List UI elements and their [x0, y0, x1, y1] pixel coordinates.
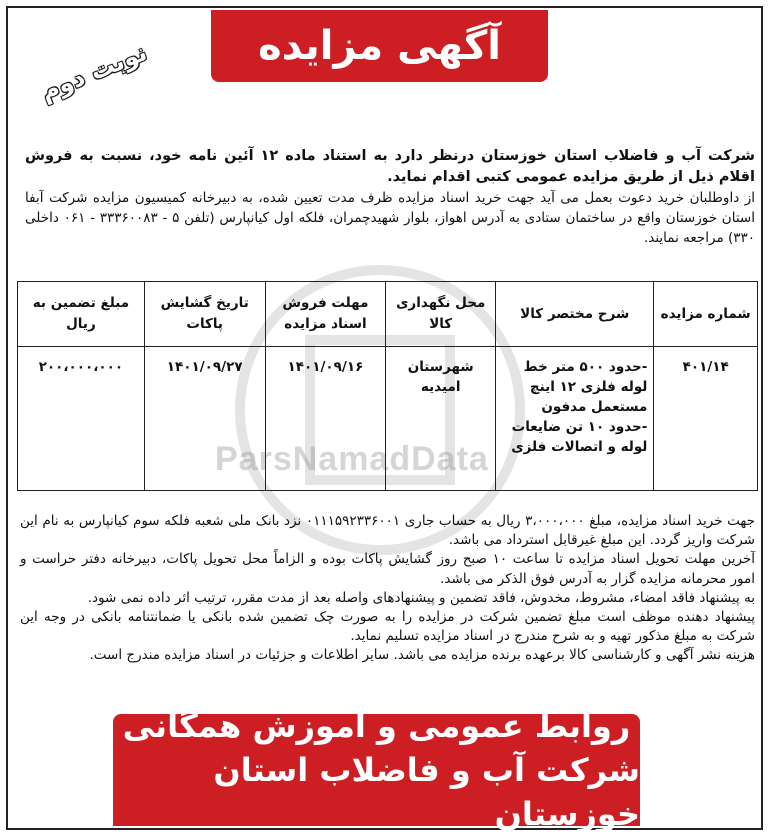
- cell-auction-number: ۴۰۱/۱۴: [654, 347, 758, 491]
- condition-paragraph-2: آخرین مهلت تحویل اسناد مزایده تا ساعت ۱۰ صبح روز گشایش پاکات بوده و الزاماً محل تحویل پاکات، دبیرخانه دفتر حراست و امور محرمانه مزایده گزار به آدرس فوق الذکر می باشد.: [20, 551, 755, 587]
- header-description: شرح مختصر کالا: [496, 282, 654, 347]
- conditions-section: [20, 512, 755, 666]
- condition-paragraph-4: پیشنهاد دهنده موظف است مبلغ تضمین شرکت در مزایده را به صورت چک تضمین شده بانکی یا ضمانتنامه بانکی در وجه این شرکت به مبلغ مذکور تهیه و به شرح مندرج در اسناد مزایده تسلیم نماید.: [20, 609, 755, 645]
- condition-paragraph-3: به پیشنهاد فاقد امضاء، مشروط، مخدوش، فاقد تضمین و پیشنهادهای واصله بعد از مدت مقرر، ترتیب اثر داده نمی شود.: [87, 589, 755, 606]
- header-location: محل نگهداری کالا: [386, 282, 496, 347]
- description-line: لوله و اتصالات فلزی: [511, 439, 648, 455]
- condition-paragraph-1: جهت خرید اسناد مزایده، مبلغ ۳،۰۰۰،۰۰۰ ریال به حساب جاری ۰۱۱۱۵۹۲۳۳۶۰۰۱ نزد بانک ملی شعبه فلکه سوم کیانپارس به نام این شرکت واریز گردد. این مبلغ غیرقابل استرداد می باشد.: [20, 513, 755, 549]
- intro-section: [25, 146, 755, 248]
- condition-paragraph-5: هزینه نشر آگهی و کارشناسی کالا برعهده برنده مزایده می باشد. سایر اطلاعات و جزئیات در اسناد مزایده مندرج است.: [89, 647, 755, 664]
- description-line: مستعمل مدفون: [541, 399, 648, 415]
- cell-location: شهرستان امیدیه: [386, 347, 496, 491]
- header-opening-date: تاریخ گشایش پاکات: [144, 282, 265, 347]
- cell-description: [496, 347, 654, 491]
- intro-paragraph-2: از داوطلبان خرید دعوت بعمل می آید جهت خرید اسناد مزایده ظرف مدت تعیین شده، به دبیرخانه کمیسیون مزایده شرکت آبفا استان خوزستان واقع در ساختمان ستادی به آدرس اهواز، بلوار شهیدچمران، فلکه اول کیانپارس (تلفن ۵ - ۳۳۳۶۰۰۸۳ - ۰۶۱ داخلی ۳۳۰) مراجعه نمایند.: [25, 190, 755, 246]
- header-guarantee: مبلغ تضمین به ریال: [18, 282, 145, 347]
- watermark-text: ParsNamadData: [215, 440, 489, 478]
- auction-table: [17, 281, 758, 491]
- second-round-badge: نوبت دوم: [36, 38, 151, 106]
- description-line: -حدود ۱۰ تن ضایعات: [511, 419, 648, 435]
- table-row: [18, 347, 758, 491]
- publisher-banner: [113, 707, 640, 833]
- description-line: -حدود ۵۰۰ متر خط: [523, 359, 648, 375]
- notice-title: آگهی مزایده: [211, 10, 548, 82]
- publisher-line-2: شرکت آب و فاضلاب استان خوزستان: [213, 751, 640, 833]
- cell-opening-date: ۱۴۰۱/۰۹/۲۷: [144, 347, 265, 491]
- cell-sale-deadline: ۱۴۰۱/۰۹/۱۶: [265, 347, 386, 491]
- cell-guarantee: ۲۰۰،۰۰۰،۰۰۰: [18, 347, 145, 491]
- intro-paragraph-1: شرکت آب و فاضلاب استان خوزستان درنظر دارد به استناد ماده ۱۲ آئین نامه خود، نسبت به فروش اقلام ذیل از طریق مزایده عمومی کتبی اقدام نماید.: [25, 148, 755, 185]
- table-header-row: [18, 282, 758, 347]
- publisher-line-1: روابط عمومی و آموزش همگانی: [122, 707, 631, 745]
- description-line: لوله فلزی ۱۲ اینچ: [529, 379, 648, 395]
- header-sale-deadline: مهلت فروش اسناد مزایده: [265, 282, 386, 347]
- header-auction-number: شماره مزایده: [654, 282, 758, 347]
